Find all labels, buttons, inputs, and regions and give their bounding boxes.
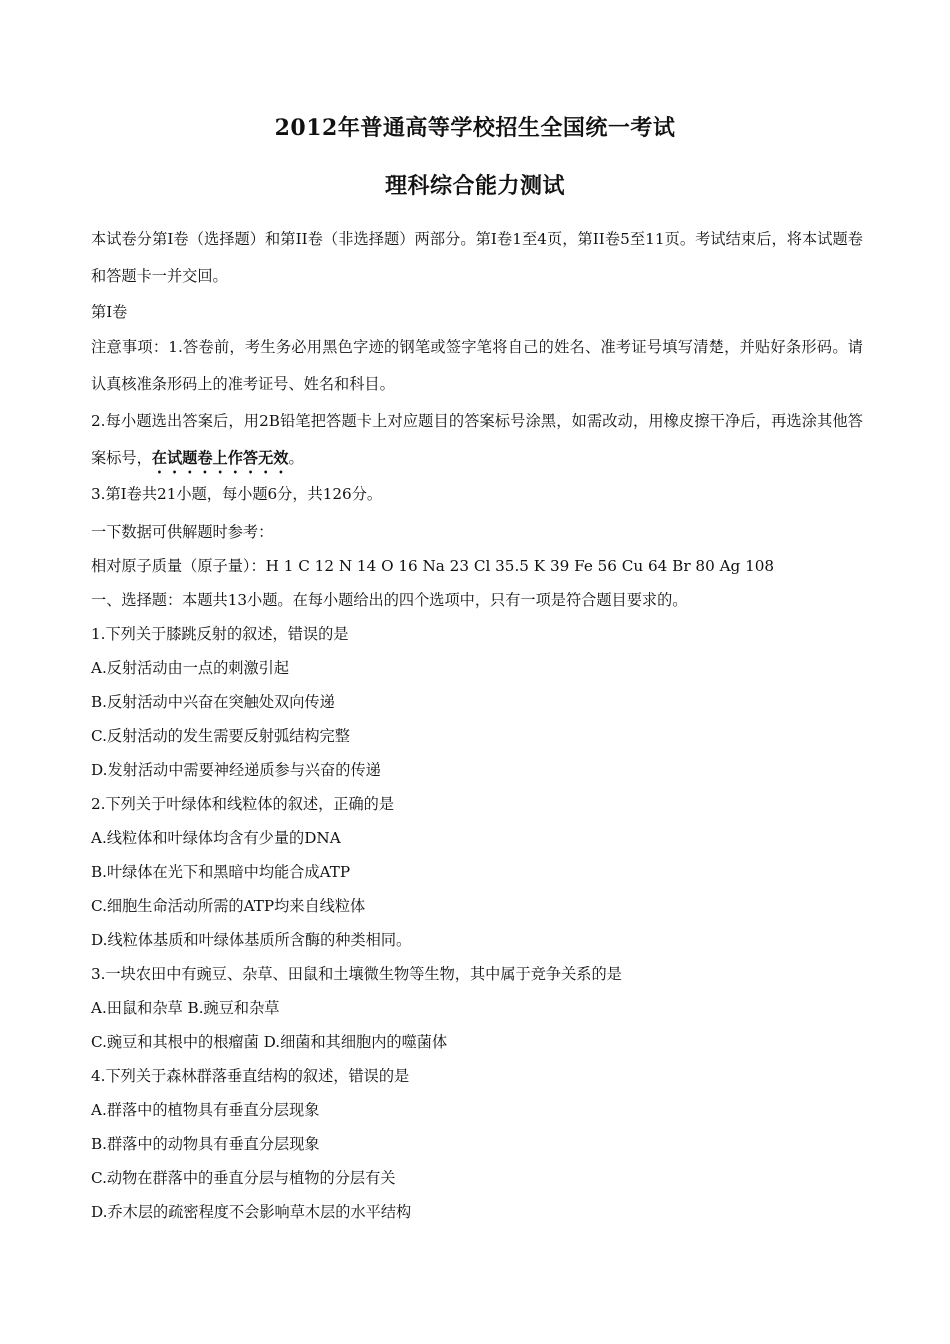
- notice-2-emphasis: 在试题卷上作答无效: [151, 449, 289, 467]
- question-option: B.反射活动中兴奋在突触处双向传递: [91, 693, 335, 711]
- notice-3: 3.第I卷共21小题，每小题6分，共126分。: [91, 485, 383, 503]
- question-option: D.线粒体基质和叶绿体基质所含酶的种类相同。: [91, 931, 412, 949]
- question-stem: 2.下列关于叶绿体和线粒体的叙述，正确的是: [91, 795, 395, 813]
- exam-subtitle: 理科综合能力测试: [384, 173, 565, 199]
- question-option: A.线粒体和叶绿体均含有少量的DNA: [91, 829, 341, 847]
- question-option: D.乔木层的疏密程度不会影响草木层的水平结构: [91, 1203, 412, 1221]
- atomic-mass-line: 相对原子质量（原子量）：H 1 C 12 N 14 O 16 Na 23 Cl 35.5 K 39 Fe 56 Cu 64 Br 80 Ag 108: [91, 557, 775, 575]
- notice-2-end: 。: [288, 449, 304, 467]
- question-2: [91, 787, 863, 957]
- question-1: [91, 617, 863, 787]
- exam-title: 2012年普通高等学校招生全国统一考试: [274, 115, 676, 141]
- question-stem: 1.下列关于膝跳反射的叙述，错误的是: [91, 625, 349, 643]
- question-option: C.反射活动的发生需要反射弧结构完整: [91, 727, 350, 745]
- question-option: C.豌豆和其根中的根瘤菌 D.细菌和其细胞内的噬菌体: [91, 1033, 448, 1051]
- question-option: C.动物在群落中的垂直分层与植物的分层有关: [91, 1169, 396, 1187]
- question-3: [91, 957, 863, 1059]
- notice-2-text: 2.每小题选出答案后，用2B铅笔把答题卡上对应题目的答案标号涂黑，如需改动，用橡皮擦干净后，再选涂其他答案标号，: [91, 412, 863, 467]
- section-label: 第I卷: [91, 303, 128, 321]
- notice-2: [91, 403, 863, 477]
- question-option: B.叶绿体在光下和黑暗中均能合成ATP: [91, 863, 351, 881]
- data-intro: 一下数据可供解题时参考：: [91, 523, 274, 541]
- exam-body: [91, 221, 863, 1229]
- question-option: A.群落中的植物具有垂直分层现象: [91, 1101, 320, 1119]
- notice-1: 注意事项：1.答卷前，考生务必用黑色字迹的钢笔或签字笔将自己的姓名、准考证号填写清楚，并贴好条形码。请认真核准条形码上的准考证号、姓名和科目。: [91, 338, 863, 393]
- question-option: A.田鼠和杂草 B.豌豆和杂草: [91, 999, 280, 1017]
- section-one-heading: 一、选择题：本题共13小题。在每小题给出的四个选项中，只有一项是符合题目要求的。: [91, 591, 688, 609]
- question-option: A.反射活动由一点的刺激引起: [91, 659, 290, 677]
- intro-paragraph: 本试卷分第I卷（选择题）和第II卷（非选择题）两部分。第I卷1至4页，第II卷5至11页。考试结束后，将本试题卷和答题卡一并交回。: [91, 230, 863, 285]
- question-option: C.细胞生命活动所需的ATP均来自线粒体: [91, 897, 366, 915]
- question-option: D.发射活动中需要神经递质参与兴奋的传递: [91, 761, 381, 779]
- question-stem: 4.下列关于森林群落垂直结构的叙述，错误的是: [91, 1067, 410, 1085]
- question-stem: 3.一块农田中有豌豆、杂草、田鼠和土壤微生物等生物，其中属于竞争关系的是: [91, 965, 622, 983]
- question-4: [91, 1059, 863, 1229]
- question-option: B.群落中的动物具有垂直分层现象: [91, 1135, 320, 1153]
